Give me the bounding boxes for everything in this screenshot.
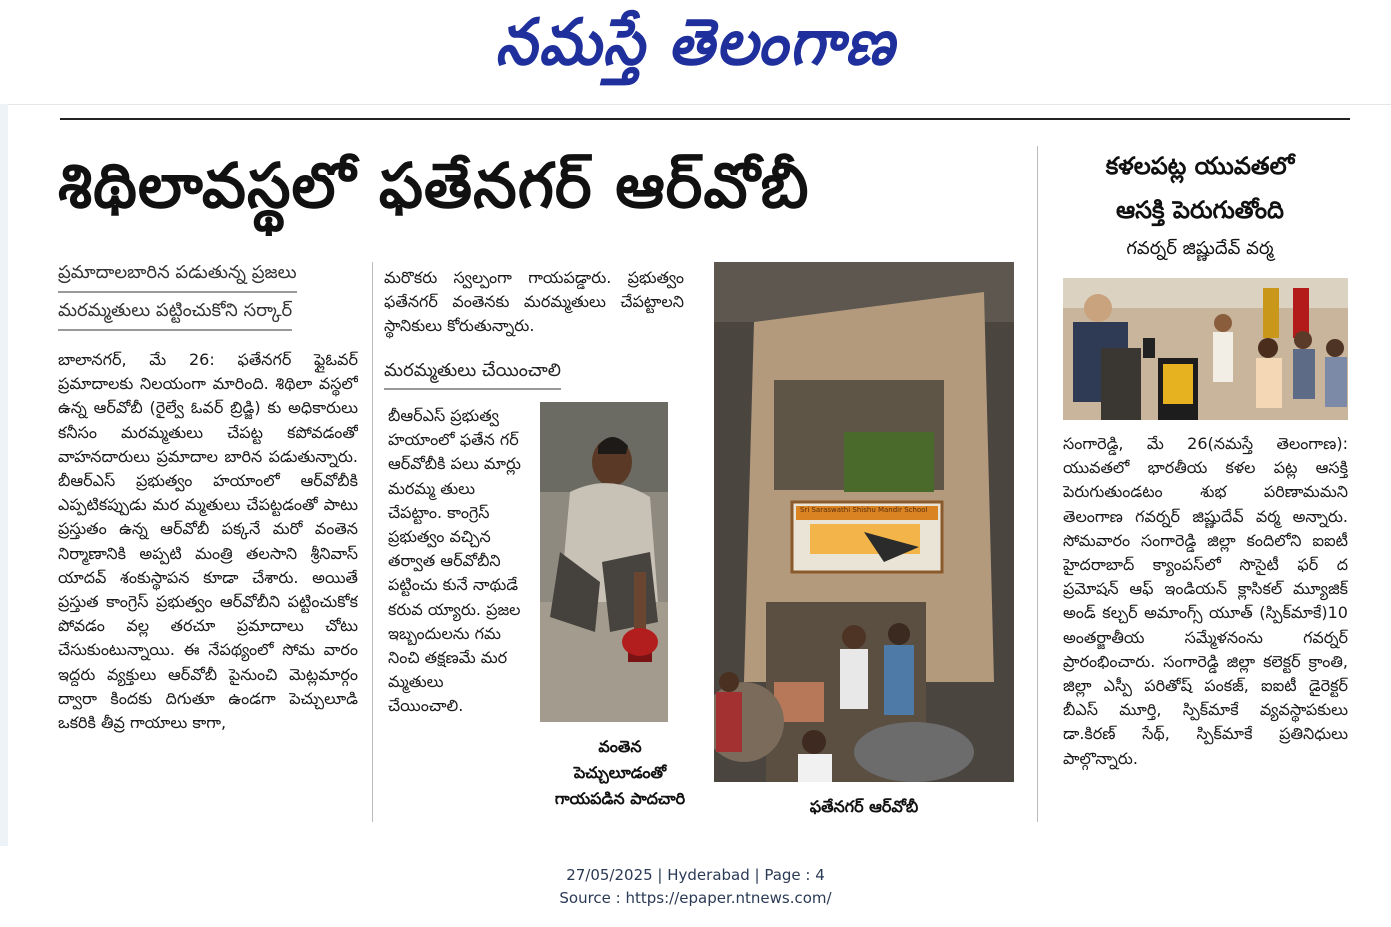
- newspaper-logo: నమస్తే తెలంగాణ: [495, 5, 896, 80]
- top-rule: [60, 118, 1350, 120]
- side-article-body: [1063, 432, 1348, 820]
- article-column-2-bottom: [388, 404, 522, 824]
- page-left-margin: [0, 104, 8, 846]
- column-divider: [372, 262, 373, 822]
- section-divider: [1037, 146, 1038, 822]
- footer-date-page: 27/05/2025 | Hyderabad | Page : 4: [566, 866, 825, 884]
- governor-event-photo: [1063, 278, 1348, 420]
- article-subhead-1: ప్రమాదాలబారిన పడుతున్న ప్రజలు: [58, 262, 297, 293]
- article-column-1: [58, 348, 358, 824]
- article-body-col2-top: మరొకరు స్వల్పంగా గాయపడ్డారు. ప్రభుత్వం ఫతేనగర్ వంతెనకు మరమ్మతులు చేపట్టాలని స్థానికులు కోరుతున్నారు.: [384, 268, 684, 336]
- photo1-caption-line1: వంతెన: [598, 737, 642, 756]
- article-body-col1: బాలానగర్, మే 26: ఫతేనగర్ ఫ్లైఓవర్ ప్రమాదాలకు నిలయంగా మారింది. శిథిలా వస్థలో ఉన్న ఆర్‌వోబీ (రైల్వే ఓవర్ బ్రిడ్జి) కు అధికారులు కనీసం మరమ్మతులు చేపట్ట కపోవడంతో వాహనదారులు ప్రమాదాల బారిన పడుతున్నారు. బీఆర్‌ఎస్ ప్రభుత్వం హయాంలో ఆర్‌వోబీకి ఎప్పటికప్పుడు మర మ్మతులు చేపట్టడంతో పాటు ప్రస్తుతం ఉన్న ఆర్‌వోబీ పక్కనే మరో వంతెన నిర్మాణానికి అప్పటి మంత్రి తలసాని శ్రీనివాస్ యాదవ్ శంకుస్థాపన కూడా చేశారు. అయితే ప్రస్తుత కాంగ్రెస్ ప్రభుత్వం ఆర్‌వోబీని పట్టించుకోక పోవడం వల్ల తరచూ ప్రమాదాలు చోటు చేసుకుంటున్నాయి. ఈ నేపథ్యంలో సోమ వారం ఇద్దరు వ్యక్తులు ఆర్‌వోబీ పైనుంచి మెట్లమార్గం ద్వారా కిందకు దిగుతూ ఉండగా పెచ్చులూడి ఒకరికి తీవ్ర గాయాలు కాగా,: [58, 350, 358, 733]
- school-signboard-text: Sri Saraswathi Shishu Mandir School: [800, 506, 928, 514]
- article-col2-subhead: మరమ్మతులు చేయించాలి: [384, 360, 561, 390]
- side-byline: గవర్నర్ జిష్ణుదేవ్ వర్మ: [1126, 238, 1274, 259]
- photo2-caption: ఫతేనగర్ ఆర్‌వోబీ: [809, 797, 919, 816]
- photo1-caption-line3: గాయపడిన పాదచారి: [554, 789, 686, 808]
- injured-pedestrian-photo: [540, 402, 668, 722]
- article-subhead-2: మరమ్మతులు పట్టించుకోని సర్కార్: [58, 300, 292, 331]
- side-headline-line1: కళలపట్ల యువతలో: [1105, 152, 1295, 180]
- article-column-2-top: [384, 266, 684, 350]
- side-headline-line2: ఆసక్తి పెరుగుతోంది: [1116, 196, 1284, 224]
- photo1-caption: [535, 734, 705, 812]
- article-headline: శిథిలావస్థలో ఫతేనగర్ ఆర్‌వోబీ: [58, 149, 810, 222]
- fatehnagar-rob-photo: [714, 262, 1014, 782]
- side-headline: [1050, 144, 1350, 232]
- photo1-caption-line2: పెచ్చులూడంతో: [573, 763, 667, 782]
- article-body-col2-bottom: బీఆర్‌ఎస్ ప్రభుత్వ హయాంలో ఫతేన గర్ ఆర్‌వోబీకి పలు మార్లు మరమ్మ తులు చేపట్టాం. కాంగ్రెస్ ప్రభుత్వం వచ్చిన తర్వాత ఆర్‌వోబీని పట్టించు కునే నాథుడే కరువ య్యారు. ప్రజల ఇబ్బందులను గమ నించి తక్షణమే మర మ్మతులు చేయించాలి.: [388, 406, 521, 716]
- side-body-text: సంగారెడ్డి, మే 26(నమస్తే తెలంగాణ): యువతలో భారతీయ కళల పట్ల ఆసక్తి పెరుగుతుండటం శుభ పరిణామమని తెలంగాణ గవర్నర్ జిష్ణుదేవ్ వర్మ అన్నారు. సోమవారం సంగారెడ్డి జిల్లా కందిలోని ఐఐటీ హైదరాబాద్ క్యాంపస్‌లో సొసైటీ ఫర్ ద ప్రమోషన్ ఆఫ్ ఇండియన్ క్లాసికల్ మ్యూజిక్ అండ్ కల్చర్ అమాంగ్స్ యూత్ (స్పిక్‌మాకే)10 అంతర్జాతీయ సమ్మేళనంను గవర్నర్ ప్రారంభించారు. సంగారెడ్డి జిల్లా కలెక్టర్ క్రాంతి, జిల్లా ఎస్పీ పరితోష్ పంకజ్, ఐఐటీ డైరెక్టర్ బీఎస్ మూర్తి, స్పిక్‌మాకే వ్యవస్థాపకులు డా.కిరణ్ సేథ్, స్పిక్‌మాకే ప్రతినిధులు పాల్గొన్నారు.: [1063, 434, 1348, 768]
- footer-source: Source : https://epaper.ntnews.com/: [559, 889, 832, 907]
- masthead: [0, 0, 1391, 100]
